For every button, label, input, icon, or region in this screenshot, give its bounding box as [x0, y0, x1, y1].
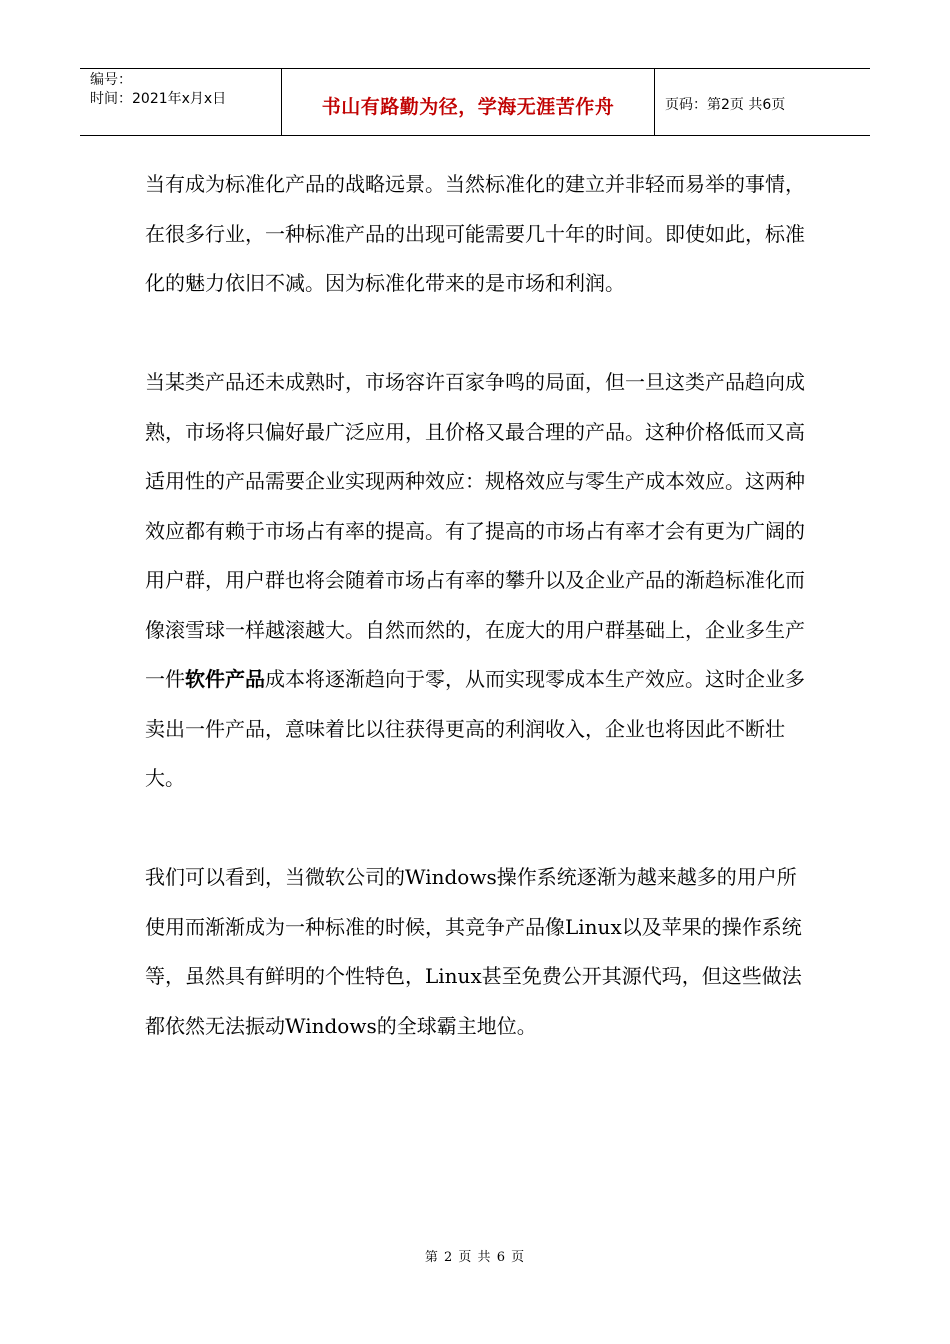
paragraph-2-text-after: 成本将逐渐趋向于零，从而实现零成本生产效应。这时企业多卖出一件产品，意味着比以往获得更高的利润收入，企业也将因此不断壮大。 [145, 667, 805, 790]
paragraph-spacer [145, 309, 810, 359]
paragraph-1: 当有成为标准化产品的战略远景。当然标准化的建立并非轻而易举的事情，在很多行业，一种标准产品的出现可能需要几十年的时间。即使如此，标准化的魅力依旧不减。因为标准化带来的是市场和利润。 [145, 172, 805, 295]
paragraph-2-bold-term: 软件产品 [185, 667, 265, 691]
paragraph-2-text-before: 当某类产品还未成熟时，市场容许百家争鸣的局面，但一旦这类产品趋向成熟，市场将只偏好最广泛应用，且价格又最合理的产品。这种价格低而又高适用性的产品需要企业实现两种效应：规格效应与零生产成本效应。这两种效应都有赖于市场占有率的提高。有了提高的市场占有率才会有更为广阔的用户群，用户群也将会随着市场占有率的攀升以及企业产品的渐趋标准化而像滚雪球一样越滚越大。自然而然的，在庞大的用户群基础上，企业多生产一件 [145, 370, 805, 691]
page-footer: 第 2 页 共 6 页 [424, 1250, 526, 1265]
document-number-label: 编号： [90, 72, 132, 88]
document-header [80, 68, 870, 136]
header-meta-cell [80, 69, 282, 135]
paragraph-2 [145, 358, 810, 804]
document-body [145, 160, 810, 1051]
paragraph-spacer [145, 804, 810, 854]
header-motto: 书山有路勤为径，学海无涯苦作舟 [282, 69, 655, 135]
paragraph-3: 我们可以看到，当微软公司的Windows操作系统逐渐为越来越多的用户所使用而渐渐成为一种标准的时候，其竞争产品像Linux以及苹果的操作系统等，虽然具有鲜明的个性特色，Linux甚至免费公开其源代玛，但这些做法都依然无法振动Windows的全球霸主地位。 [145, 865, 802, 1038]
header-page-info: 页码：第2页 共6页 [665, 97, 786, 113]
document-time-label: 时间：2021年x月x日 [90, 91, 227, 107]
